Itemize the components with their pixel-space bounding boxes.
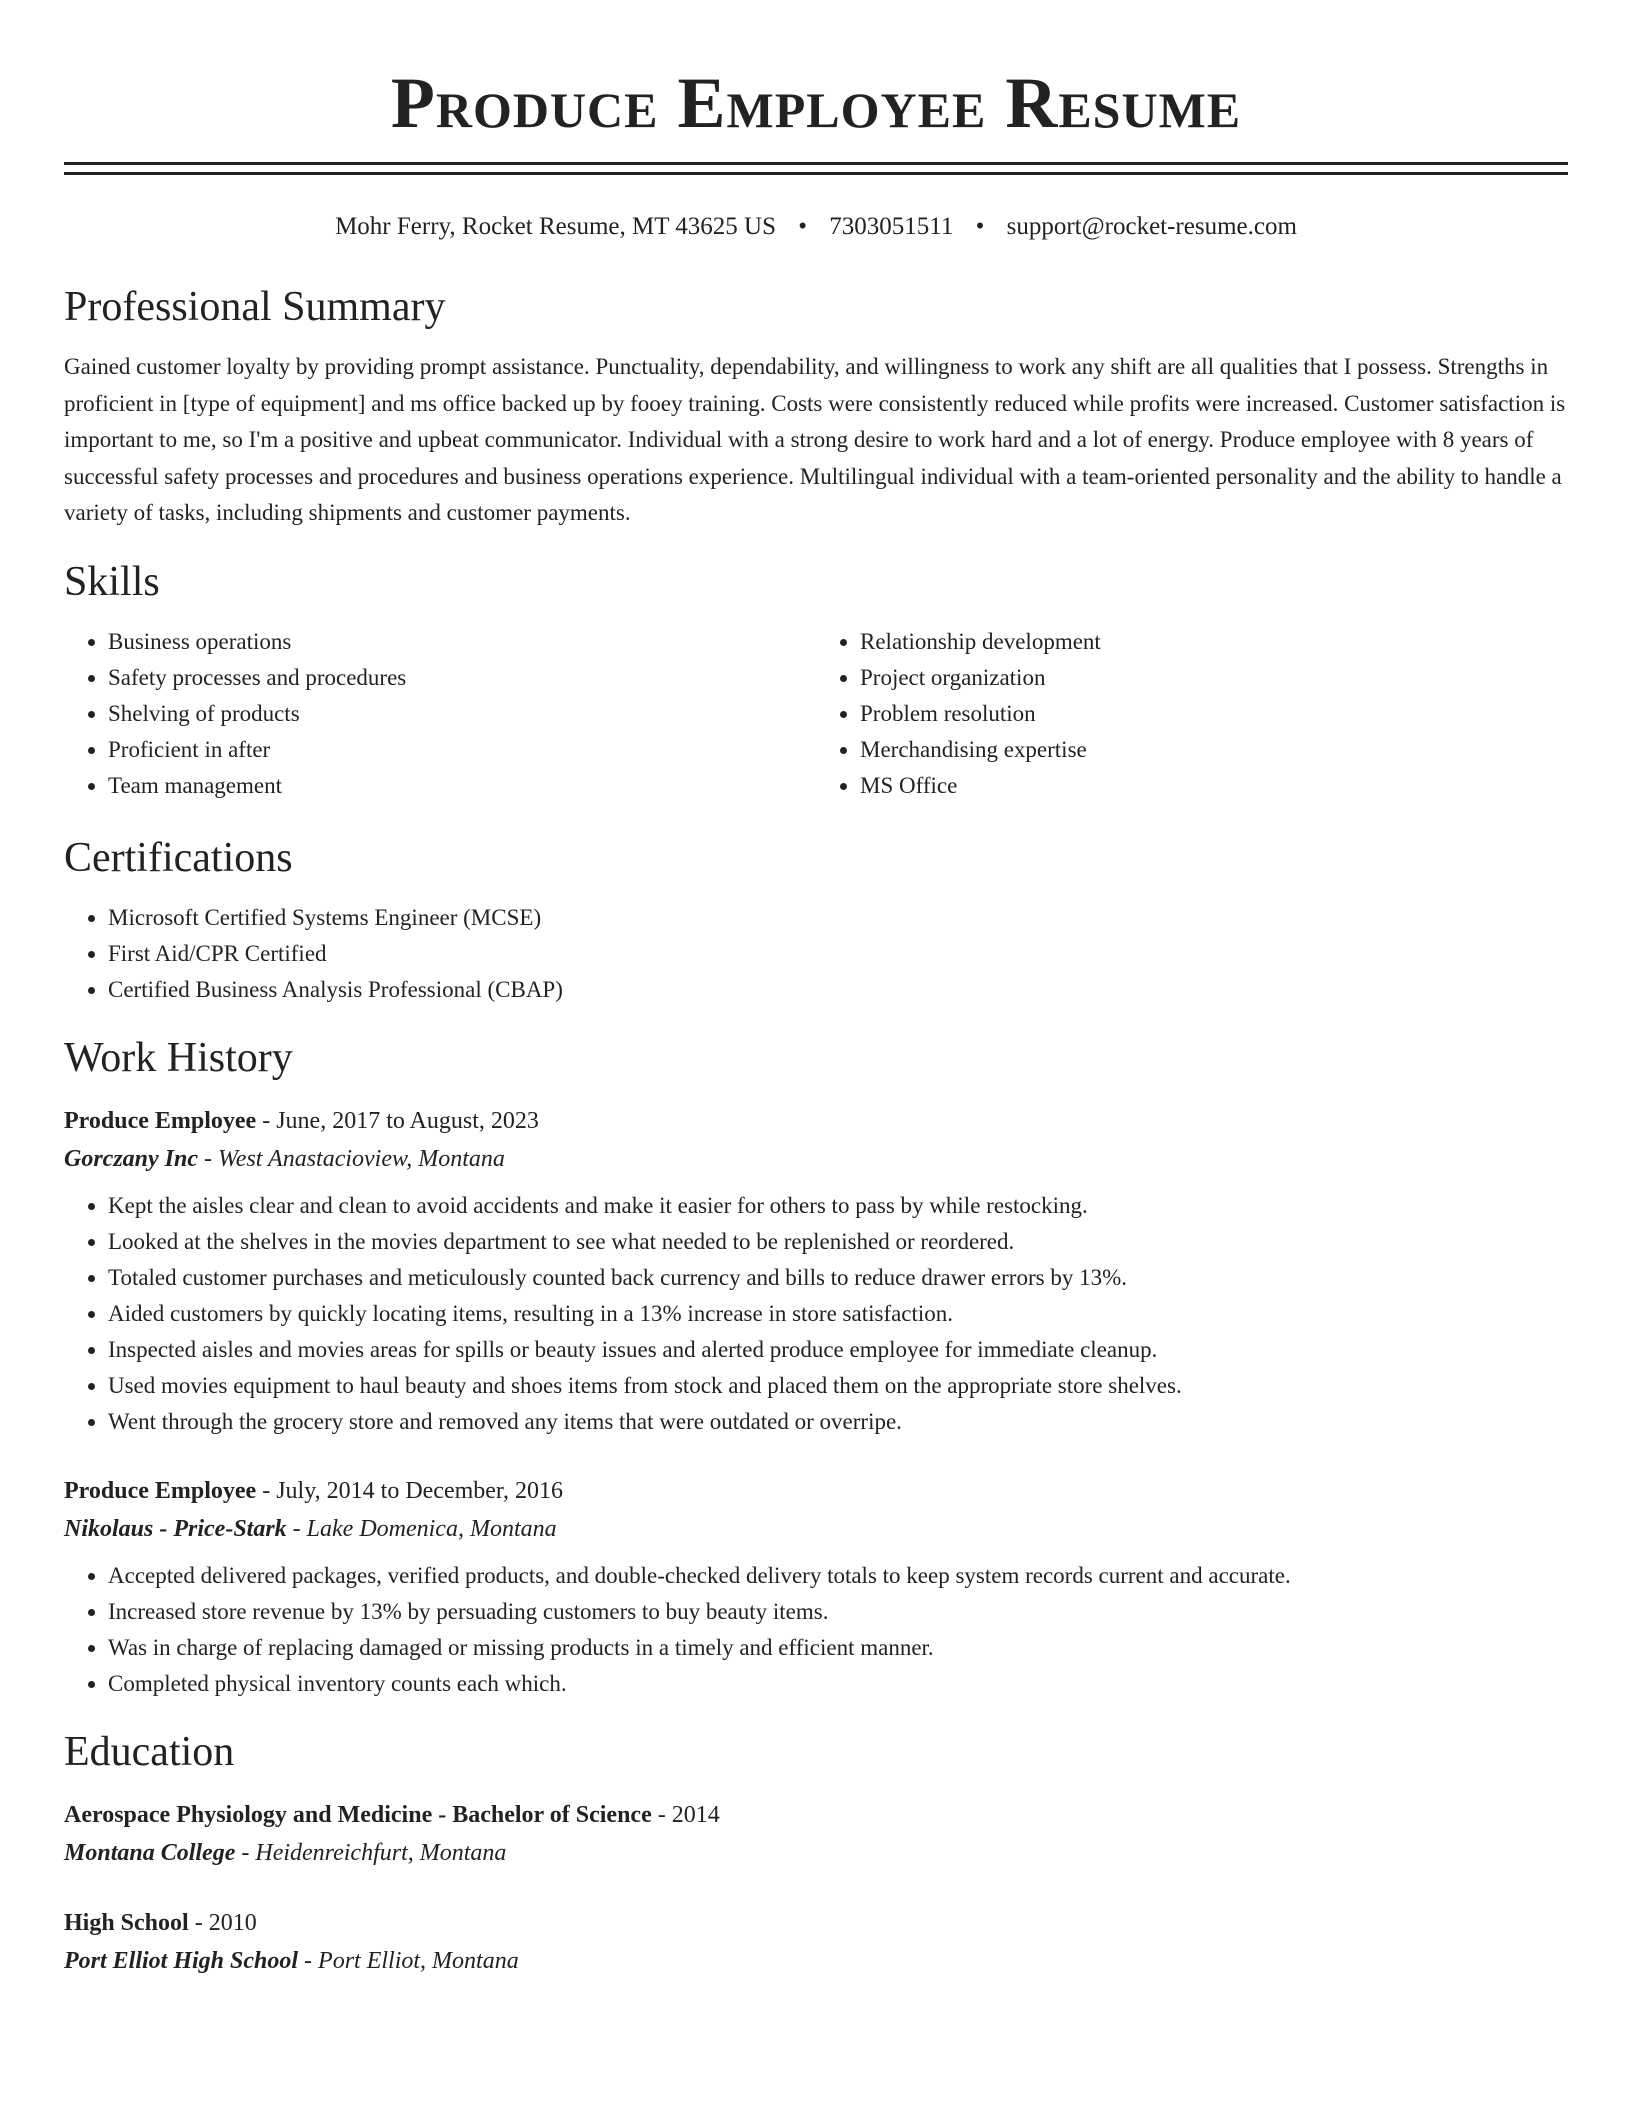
page-title: Produce Employee Resume — [390, 63, 1242, 143]
job-duty: • Looked at the shelves in the movies department to see what needed to be replenished or reordered. — [108, 1224, 1568, 1260]
contact-address: Mohr Ferry, Rocket Resume, MT 43625 US — [335, 213, 777, 240]
job-title-line: Produce Employee - June, 2017 to August, 2023 — [64, 1107, 539, 1134]
job-duty: • Used movies equipment to haul beauty and shoes items from stock and placed them on the appropriate store shelves. — [108, 1368, 1568, 1404]
job-location: Lake Domenica, Montana — [306, 1515, 557, 1542]
summary-text: Gained customer loyalty by providing prompt assistance. Punctuality, dependability, and willingness to work any shift are all qualities that I possess. Strengths in proficient in [type of equipment] and ms office backed up by fooey training. Costs were consistently reduced while profits were increased. Customer satisfaction is important to me, so I'm a positive and upbeat communicator. Individual with a strong desire to work hard and a lot of energy. Produce employee with 8 years of successful safety processes and procedures and business operations experience. Multilingual individual with a team-oriented personality and the ability to handle a variety of tasks, including shipments and customer payments. — [64, 354, 1566, 525]
certification-item: • First Aid/CPR Certified — [108, 936, 1568, 972]
job-entry — [64, 1102, 1568, 1440]
education-heading: Education — [64, 1728, 235, 1775]
job-duty: • Increased store revenue by 13% by persuading customers to buy beauty items. — [108, 1594, 1568, 1630]
summary-heading: Professional Summary — [64, 284, 446, 330]
certification-item: • Microsoft Certified Systems Engineer (MCSE) — [108, 900, 1568, 936]
job-dates: June, 2017 to August, 2023 — [276, 1107, 539, 1134]
skill-item: • Team management — [108, 768, 816, 804]
education-year: 2014 — [671, 1801, 720, 1828]
education-school: Montana College — [64, 1839, 236, 1866]
job-duty: • Inspected aisles and movies areas for spills or beauty issues and alerted produce employee for immediate cleanup. — [108, 1332, 1568, 1368]
education-year: 2010 — [208, 1909, 257, 1936]
skill-item: • Merchandising expertise — [860, 732, 1568, 768]
education-school-line: Montana College - Heidenreichfurt, Montana — [64, 1839, 507, 1866]
job-duties-list — [64, 1188, 1568, 1440]
contact-separator: • — [798, 213, 808, 240]
education-degree-line: High School - 2010 — [64, 1909, 257, 1936]
certifications-list — [64, 900, 1568, 1008]
skill-item: • Business operations — [108, 624, 816, 660]
certifications-heading: Certifications — [64, 834, 293, 881]
education-degree-line: Aerospace Physiology and Medicine - Bachelor of Science - 2014 — [64, 1801, 720, 1828]
education-entry — [64, 1796, 1568, 1872]
education-school-line: Port Elliot High School - Port Elliot, Montana — [64, 1947, 519, 1974]
title-divider-top — [64, 162, 1568, 165]
job-title: Produce Employee — [64, 1107, 257, 1134]
skills-columns — [64, 624, 1568, 804]
job-company: Nikolaus - Price-Stark — [64, 1515, 287, 1542]
education-school: Port Elliot High School — [64, 1947, 299, 1974]
job-title: Produce Employee — [64, 1477, 257, 1504]
job-duty: • Accepted delivered packages, verified products, and double-checked delivery totals to keep system records current and accurate. — [108, 1558, 1568, 1594]
education-entry — [64, 1904, 1568, 1980]
education-location: Heidenreichfurt, Montana — [255, 1839, 507, 1866]
title-divider-bottom — [64, 172, 1568, 175]
job-duty: • Aided customers by quickly locating items, resulting in a 13% increase in store satisfaction. — [108, 1296, 1568, 1332]
contact-phone: 7303051511 — [829, 213, 954, 240]
work-history-heading: Work History — [64, 1034, 293, 1081]
skills-heading: Skills — [64, 558, 160, 605]
job-duty: • Totaled customer purchases and meticulously counted back currency and bills to reduce drawer errors by 13%. — [108, 1260, 1568, 1296]
skill-item: • Safety processes and procedures — [108, 660, 816, 696]
skills-list-left — [64, 624, 816, 804]
job-duty: • Went through the grocery store and removed any items that were outdated or overripe. — [108, 1404, 1568, 1440]
job-duties-list — [64, 1558, 1568, 1702]
skill-item: • Proficient in after — [108, 732, 816, 768]
job-company-line: Gorczany Inc - West Anastacioview, Montana — [64, 1145, 505, 1172]
contact-line — [64, 211, 1568, 243]
job-entry — [64, 1472, 1568, 1702]
job-duty: • Kept the aisles clear and clean to avoid accidents and make it easier for others to pass by while restocking. — [108, 1188, 1568, 1224]
contact-email: support@rocket-resume.com — [1006, 213, 1297, 240]
skill-item: • Shelving of products — [108, 696, 816, 732]
education-degree: High School — [64, 1909, 189, 1936]
job-dates: July, 2014 to December, 2016 — [276, 1477, 563, 1504]
education-degree: Aerospace Physiology and Medicine - Bachelor of Science — [64, 1801, 652, 1828]
job-duty: • Was in charge of replacing damaged or missing products in a timely and efficient manner. — [108, 1630, 1568, 1666]
job-company-line: Nikolaus - Price-Stark - Lake Domenica, Montana — [64, 1515, 557, 1542]
job-location: West Anastacioview, Montana — [218, 1145, 505, 1172]
skill-item: • Problem resolution — [860, 696, 1568, 732]
skill-item: • Relationship development — [860, 624, 1568, 660]
contact-separator: • — [975, 213, 985, 240]
education-location: Port Elliot, Montana — [318, 1947, 519, 1974]
skill-item: • Project organization — [860, 660, 1568, 696]
job-duty: • Completed physical inventory counts each which. — [108, 1666, 1568, 1702]
skills-list-right — [816, 624, 1568, 804]
job-company: Gorczany Inc — [64, 1145, 199, 1172]
certification-item: • Certified Business Analysis Professional (CBAP) — [108, 972, 1568, 1008]
skill-item: • MS Office — [860, 768, 1568, 804]
job-title-line: Produce Employee - July, 2014 to December, 2016 — [64, 1477, 563, 1504]
